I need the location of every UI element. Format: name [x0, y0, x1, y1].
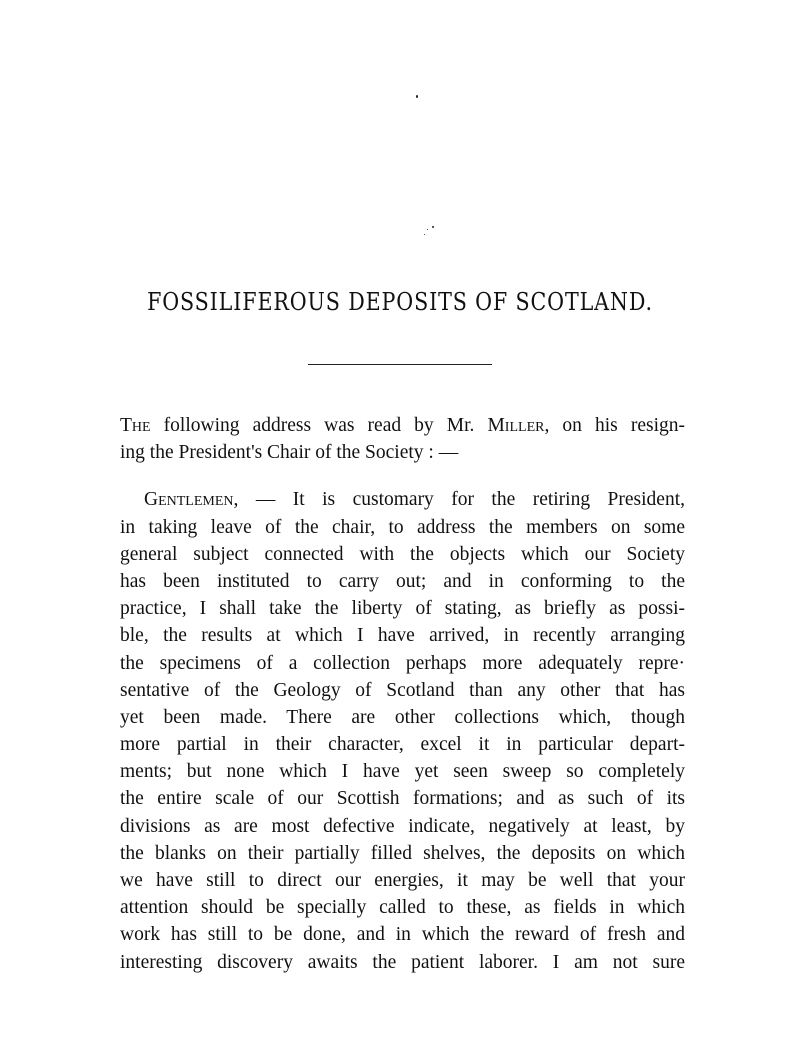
- address-line: attention should be specially called to these, as fields in which: [120, 897, 685, 919]
- paragraph-gap: [120, 466, 685, 486]
- address-line: the specimens of a collection perhaps more adequately repre·: [120, 652, 685, 674]
- salutation: Gentlemen,: [144, 489, 239, 511]
- address-line: practice, I shall take the liberty of stating, as briefly as possi-: [120, 598, 685, 620]
- address-line: we have still to direct our energies, it may be well that your: [120, 870, 685, 891]
- address-line: work has still to be done, and in which the reward of fresh and: [120, 924, 685, 946]
- address-line: yet been made. There are other collections which, though: [120, 706, 685, 728]
- intro-line-1: [120, 412, 685, 439]
- title-divider: [308, 364, 492, 365]
- address-line: in taking leave of the chair, to address the members on some: [120, 516, 685, 538]
- address-line: the blanks on their partially filled shelves, the deposits on which: [120, 842, 685, 864]
- address-line-text: — It is customary for the retiring President,: [238, 489, 685, 511]
- page-body: [120, 412, 685, 976]
- address-line: divisions as are most defective indicate, negatively at least, by: [120, 815, 685, 837]
- address-line: ble, the results at which I have arrived, in recently arranging: [120, 625, 685, 647]
- intro-name: Miller: [487, 415, 545, 436]
- address-line: more partial in their character, excel it in particular depart-: [120, 734, 685, 756]
- page-title: FOSSILIFEROUS DEPOSITS OF SCOTLAND.: [147, 288, 653, 316]
- address-line: ments; but none which I have yet seen sweep so completely: [120, 761, 685, 783]
- address-line: the entire scale of our Scottish formations; and as such of its: [120, 788, 685, 810]
- ink-speck: [424, 234, 425, 235]
- ink-speck: [416, 95, 418, 98]
- address-line: interesting discovery awaits the patient laborer. I am not sure: [120, 951, 685, 973]
- intro-text-1: following address was read by Mr.: [150, 415, 488, 436]
- ink-speck: [432, 226, 434, 228]
- address-line: has been instituted to carry out; and in conforming to the: [120, 570, 685, 592]
- address-line: general subject connected with the objects which our Society: [120, 543, 685, 565]
- intro-text-2: , on his resign-: [544, 415, 685, 436]
- address-line: [120, 486, 685, 513]
- intro-lead: The: [120, 415, 151, 436]
- intro-line-2: ing the President's Chair of the Society : —: [120, 442, 459, 464]
- ink-speck: [427, 229, 428, 230]
- address-line: sentative of the Geology of Scotland than any other that has: [120, 679, 685, 701]
